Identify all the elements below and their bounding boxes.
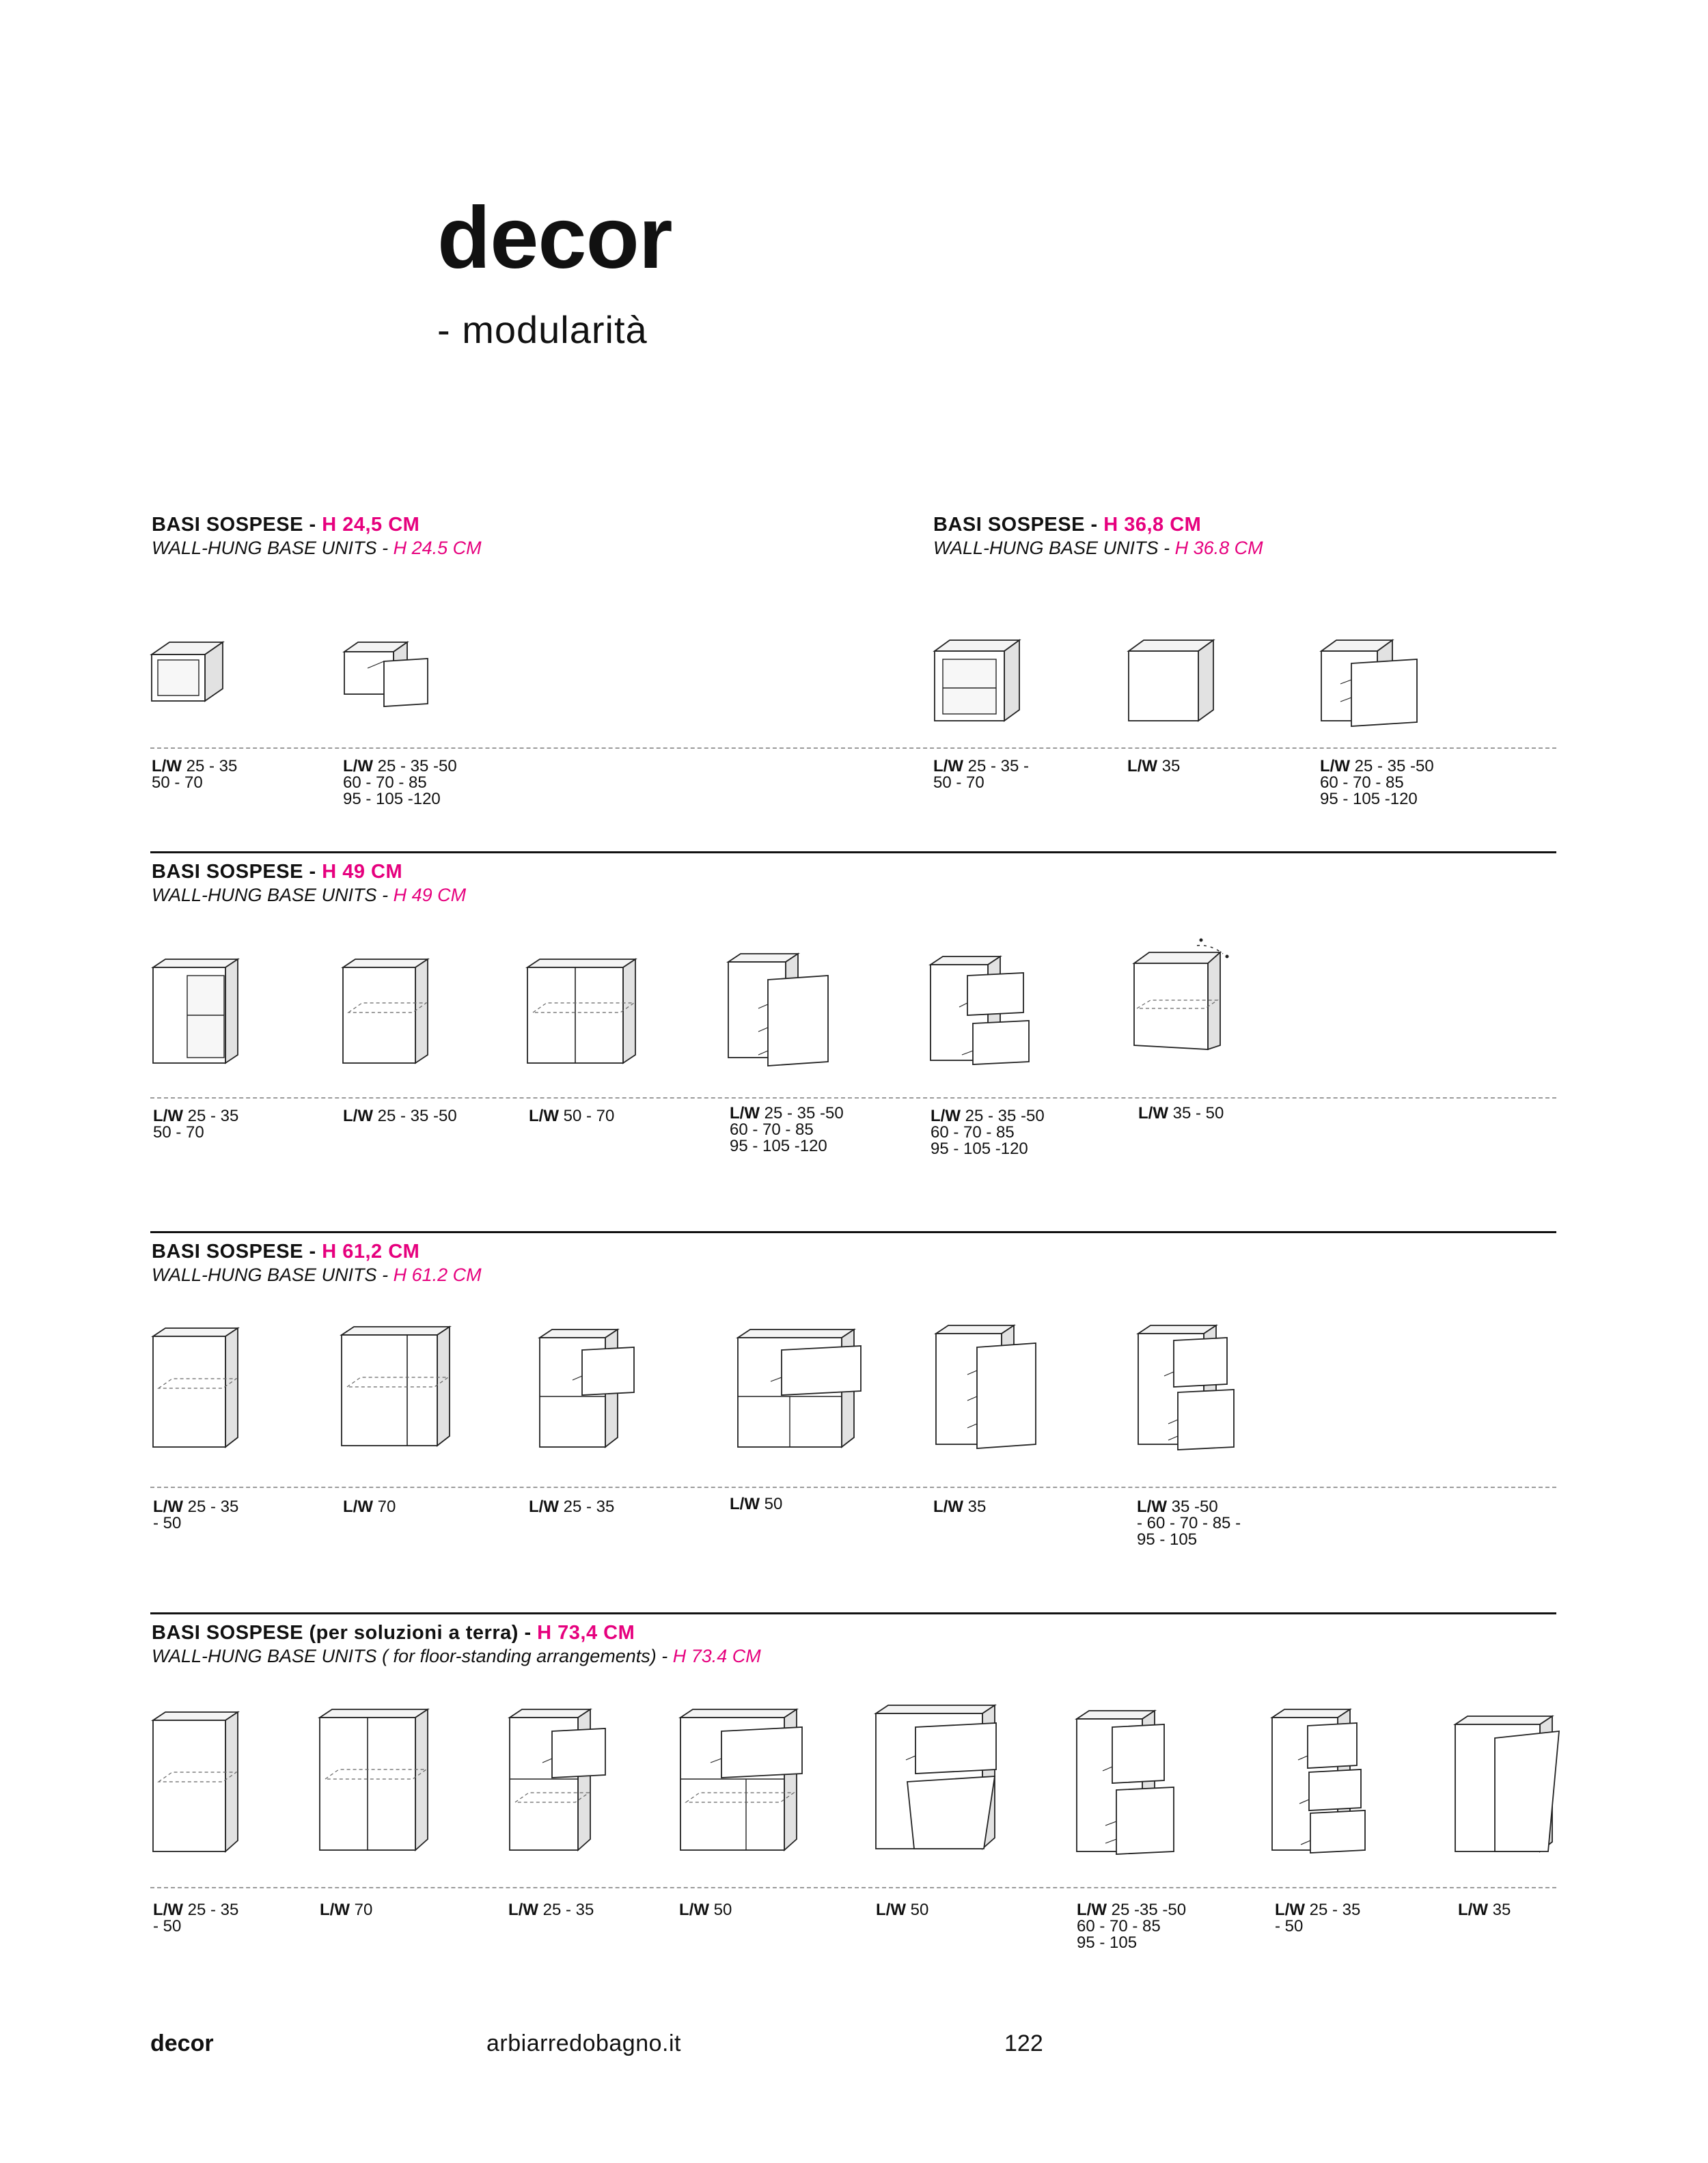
spec-dims: 70 bbox=[349, 1901, 373, 1919]
spec-label: L/W bbox=[876, 1901, 906, 1919]
spec-label: L/W bbox=[153, 1901, 183, 1919]
unit-door-cabinet bbox=[342, 958, 430, 1067]
spec-label: L/W bbox=[1458, 1901, 1488, 1919]
spec-label: L/W bbox=[1275, 1901, 1305, 1919]
unit-drawer-cabinet bbox=[1320, 639, 1422, 731]
spec-dims: 50 - 70 bbox=[152, 773, 203, 792]
section-height: H 61,2 CM bbox=[322, 1241, 420, 1263]
unit-drawer-double-door-cabinet bbox=[736, 1328, 866, 1451]
open-cabinet-icon bbox=[150, 641, 225, 702]
spec-dims: - 50 bbox=[1275, 1917, 1304, 1935]
section-height: H 36,8 CM bbox=[1103, 514, 1202, 536]
unit-double-door-cabinet bbox=[340, 1325, 453, 1448]
section-divider bbox=[150, 1231, 1556, 1233]
spec-dims: 95 - 105 bbox=[1137, 1530, 1198, 1549]
section-divider bbox=[150, 1612, 1556, 1614]
spec-dims: 35 bbox=[1487, 1901, 1511, 1919]
spec-label: L/W bbox=[933, 1498, 963, 1516]
spec-label: L/W bbox=[508, 1901, 538, 1919]
door-cabinet-icon bbox=[152, 1327, 240, 1450]
drawer-door-cabinet-icon bbox=[538, 1328, 641, 1451]
spec-label: L/W bbox=[529, 1107, 559, 1125]
three-drawer-cabinet-icon bbox=[1271, 1708, 1373, 1854]
unit-drawer-cabinet bbox=[727, 952, 836, 1069]
drawer-cabinet-icon bbox=[343, 641, 432, 709]
unit-spec bbox=[320, 1902, 372, 1918]
spec-dims: 50 bbox=[708, 1901, 732, 1919]
page-title: decor bbox=[437, 189, 672, 287]
spec-dims: 50 bbox=[905, 1901, 929, 1919]
spec-dims: 25 - 35 bbox=[181, 757, 238, 775]
spec-label: L/W bbox=[1077, 1901, 1107, 1919]
page-number: 122 bbox=[1004, 2030, 1043, 2056]
unit-spec bbox=[152, 758, 237, 791]
unit-drawer-double-door-cabinet bbox=[679, 1708, 809, 1854]
section-subtitle bbox=[152, 1266, 482, 1284]
page-subtitle: - modularità bbox=[437, 308, 648, 351]
unit-spec bbox=[1127, 758, 1180, 775]
spec-dims: 50 - 70 bbox=[153, 1123, 204, 1142]
spec-dims: 25 - 35 - bbox=[963, 757, 1030, 775]
two-drawer-cabinet-icon bbox=[1137, 1324, 1239, 1450]
unit-spec bbox=[1077, 1902, 1186, 1951]
spec-label: L/W bbox=[1137, 1498, 1167, 1516]
spec-dims: 60 - 70 - 85 bbox=[730, 1120, 814, 1139]
unit-open-shelf-cabinet bbox=[933, 639, 1022, 724]
spec-dims: - 60 - 70 - 85 - bbox=[1137, 1514, 1241, 1532]
section-subtitle-height: H 49 CM bbox=[393, 885, 467, 905]
open-shelf-cabinet-icon bbox=[152, 958, 240, 1067]
spec-label: L/W bbox=[529, 1498, 559, 1516]
spec-dims: 95 - 105 -120 bbox=[730, 1137, 827, 1155]
section-title bbox=[933, 515, 1201, 535]
spec-label: L/W bbox=[343, 757, 373, 775]
drawer-cabinet-icon bbox=[1320, 639, 1422, 731]
spec-dims: - 50 bbox=[153, 1917, 182, 1935]
unit-spec bbox=[876, 1902, 928, 1918]
unit-drawer-cabinet bbox=[343, 641, 432, 709]
unit-tall-drawer-cabinet bbox=[935, 1324, 1044, 1450]
section-subtitle-prefix: WALL-HUNG BASE UNITS - bbox=[933, 538, 1175, 558]
double-door-cabinet-icon bbox=[526, 958, 639, 1067]
section-height: H 24,5 CM bbox=[322, 514, 420, 536]
unit-spec bbox=[508, 1902, 594, 1918]
unit-spec bbox=[153, 1902, 238, 1935]
unit-door-cabinet bbox=[1127, 639, 1216, 724]
unit-spec bbox=[1138, 1105, 1224, 1122]
unit-door-cabinet bbox=[152, 1327, 240, 1450]
section-subtitle-prefix: WALL-HUNG BASE UNITS - bbox=[152, 885, 394, 905]
two-drawer-cabinet-icon bbox=[929, 955, 1038, 1071]
section-subtitle-prefix: WALL-HUNG BASE UNITS - bbox=[152, 538, 394, 558]
spec-label: L/W bbox=[152, 757, 182, 775]
section-height: H 73,4 CM bbox=[537, 1622, 635, 1644]
tilt-door-cabinet-icon bbox=[1454, 1715, 1563, 1858]
door-cabinet-icon bbox=[342, 958, 430, 1067]
spec-dims: 50 bbox=[759, 1495, 783, 1513]
unit-spec bbox=[679, 1902, 732, 1918]
footer-brand: decor bbox=[150, 2030, 214, 2056]
spec-label: L/W bbox=[730, 1495, 760, 1513]
double-door-cabinet-icon bbox=[340, 1325, 453, 1448]
spec-label: L/W bbox=[933, 757, 963, 775]
spec-dims: 35 bbox=[963, 1498, 987, 1516]
unit-spec bbox=[153, 1108, 238, 1141]
section-subtitle-height: H 61.2 CM bbox=[393, 1265, 482, 1285]
open-shelf-cabinet-icon bbox=[933, 639, 1022, 724]
unit-tilt-door-cabinet bbox=[1454, 1715, 1563, 1858]
spec-dims: 25 - 35 bbox=[182, 1107, 239, 1125]
spec-dims: 50 - 70 bbox=[558, 1107, 615, 1125]
spec-dims: 95 - 105 -120 bbox=[931, 1140, 1028, 1158]
unit-three-drawer-cabinet bbox=[1271, 1708, 1373, 1854]
section-title bbox=[152, 1242, 419, 1262]
unit-spec bbox=[529, 1499, 614, 1515]
door-cabinet-icon bbox=[1127, 639, 1216, 724]
double-door-cabinet-icon bbox=[318, 1708, 431, 1854]
section-title bbox=[152, 862, 402, 882]
unit-two-drawer-cabinet bbox=[1075, 1709, 1178, 1856]
section-subtitle bbox=[152, 539, 482, 557]
spec-dims: 70 bbox=[372, 1498, 396, 1516]
spec-dims: 25 - 35 -50 bbox=[759, 1104, 844, 1122]
unit-spec bbox=[730, 1496, 782, 1513]
spec-label: L/W bbox=[343, 1107, 373, 1125]
angled-door-cabinet-icon bbox=[1131, 936, 1234, 1052]
spec-label: L/W bbox=[153, 1107, 183, 1125]
row-divider bbox=[150, 747, 1556, 749]
section-divider bbox=[150, 851, 1556, 853]
spec-dims: 95 - 105 -120 bbox=[343, 790, 441, 808]
spec-dims: 60 - 70 - 85 bbox=[1077, 1917, 1161, 1935]
unit-drawer-door-cabinet bbox=[508, 1708, 611, 1854]
row-divider bbox=[150, 1887, 1556, 1888]
section-subtitle-height: H 36.8 CM bbox=[1174, 538, 1263, 558]
spec-dims: 25 - 35 -50 bbox=[372, 1107, 457, 1125]
unit-spec bbox=[343, 1499, 396, 1515]
unit-angled-door-cabinet bbox=[1131, 936, 1234, 1052]
section-height: H 49 CM bbox=[322, 861, 403, 883]
spec-label: L/W bbox=[730, 1104, 760, 1122]
section-subtitle bbox=[152, 886, 466, 905]
row-divider bbox=[150, 1487, 1556, 1488]
unit-open-shelf-cabinet bbox=[152, 958, 240, 1067]
section-title-prefix: BASI SOSPESE - bbox=[152, 861, 322, 883]
unit-spec bbox=[153, 1499, 238, 1532]
spec-dims: 35 bbox=[1157, 757, 1181, 775]
section-subtitle bbox=[152, 1647, 761, 1666]
spec-dims: - 50 bbox=[153, 1514, 182, 1532]
spec-dims: 60 - 70 - 85 bbox=[343, 773, 427, 792]
unit-double-door-cabinet bbox=[318, 1708, 431, 1854]
spec-dims: 35 -50 bbox=[1166, 1498, 1218, 1516]
section-title bbox=[152, 515, 419, 535]
spec-dims: 95 - 105 -120 bbox=[1320, 790, 1418, 808]
spec-dims: 25 - 35 bbox=[182, 1498, 239, 1516]
drawer-double-door-cabinet-icon bbox=[679, 1708, 809, 1854]
tall-drawer-cabinet-icon bbox=[935, 1324, 1044, 1450]
drawer-double-door-cabinet-icon bbox=[736, 1328, 866, 1451]
section-subtitle-prefix: WALL-HUNG BASE UNITS ( for floor-standing arrangements) - bbox=[152, 1646, 673, 1666]
unit-drawer-tilt-cabinet bbox=[874, 1704, 1004, 1854]
spec-dims: 60 - 70 - 85 bbox=[1320, 773, 1404, 792]
spec-dims: 50 - 70 bbox=[933, 773, 984, 792]
spec-dims: 25 - 35 -50 bbox=[372, 757, 457, 775]
unit-spec bbox=[343, 758, 457, 808]
spec-label: L/W bbox=[320, 1901, 350, 1919]
section-title bbox=[152, 1623, 635, 1643]
spec-label: L/W bbox=[1127, 757, 1157, 775]
spec-dims: 25 - 35 bbox=[1304, 1901, 1361, 1919]
section-subtitle-prefix: WALL-HUNG BASE UNITS - bbox=[152, 1265, 394, 1285]
unit-spec bbox=[529, 1108, 614, 1125]
unit-spec bbox=[730, 1105, 844, 1155]
section-subtitle-height: H 73.4 CM bbox=[672, 1646, 761, 1666]
footer-website-link[interactable]: arbiarredobagno.it bbox=[486, 2030, 681, 2056]
unit-spec bbox=[1137, 1499, 1241, 1548]
unit-two-drawer-cabinet bbox=[1137, 1324, 1239, 1450]
door-cabinet-icon bbox=[152, 1711, 240, 1854]
unit-spec bbox=[1458, 1902, 1511, 1918]
section-title-prefix: BASI SOSPESE - bbox=[152, 1241, 322, 1263]
section-subtitle-height: H 24.5 CM bbox=[393, 538, 482, 558]
unit-spec bbox=[343, 1108, 457, 1125]
spec-dims: 25 - 35 bbox=[182, 1901, 239, 1919]
unit-door-cabinet bbox=[152, 1711, 240, 1854]
spec-label: L/W bbox=[343, 1498, 373, 1516]
spec-label: L/W bbox=[153, 1498, 183, 1516]
unit-spec bbox=[1320, 758, 1434, 808]
drawer-door-cabinet-icon bbox=[508, 1708, 611, 1854]
drawer-tilt-cabinet-icon bbox=[874, 1704, 1004, 1854]
row-divider bbox=[150, 1097, 1556, 1099]
drawer-cabinet-icon bbox=[727, 952, 836, 1069]
two-drawer-cabinet-icon bbox=[1075, 1709, 1178, 1856]
spec-dims: 25 - 35 bbox=[538, 1901, 594, 1919]
spec-label: L/W bbox=[1320, 757, 1350, 775]
spec-dims: 25 - 35 -50 bbox=[960, 1107, 1045, 1125]
spec-dims: 25 - 35 -50 bbox=[1349, 757, 1434, 775]
unit-spec bbox=[931, 1108, 1045, 1157]
unit-spec bbox=[933, 1499, 986, 1515]
unit-two-drawer-cabinet bbox=[929, 955, 1038, 1071]
unit-spec bbox=[1275, 1902, 1360, 1935]
spec-label: L/W bbox=[1138, 1104, 1168, 1122]
section-title-prefix: BASI SOSPESE (per soluzioni a terra) - bbox=[152, 1622, 538, 1644]
spec-dims: 60 - 70 - 85 bbox=[931, 1123, 1015, 1142]
section-title-prefix: BASI SOSPESE - bbox=[152, 514, 322, 536]
unit-spec bbox=[933, 758, 1029, 791]
unit-open-cabinet bbox=[150, 641, 225, 702]
spec-dims: 25 -35 -50 bbox=[1106, 1901, 1187, 1919]
spec-label: L/W bbox=[931, 1107, 961, 1125]
unit-double-door-cabinet bbox=[526, 958, 639, 1067]
section-title-prefix: BASI SOSPESE - bbox=[933, 514, 1104, 536]
spec-label: L/W bbox=[679, 1901, 709, 1919]
spec-dims: 25 - 35 bbox=[558, 1498, 615, 1516]
unit-drawer-door-cabinet bbox=[538, 1328, 641, 1451]
section-subtitle bbox=[933, 539, 1263, 557]
spec-dims: 35 - 50 bbox=[1168, 1104, 1224, 1122]
spec-dims: 95 - 105 bbox=[1077, 1933, 1138, 1952]
